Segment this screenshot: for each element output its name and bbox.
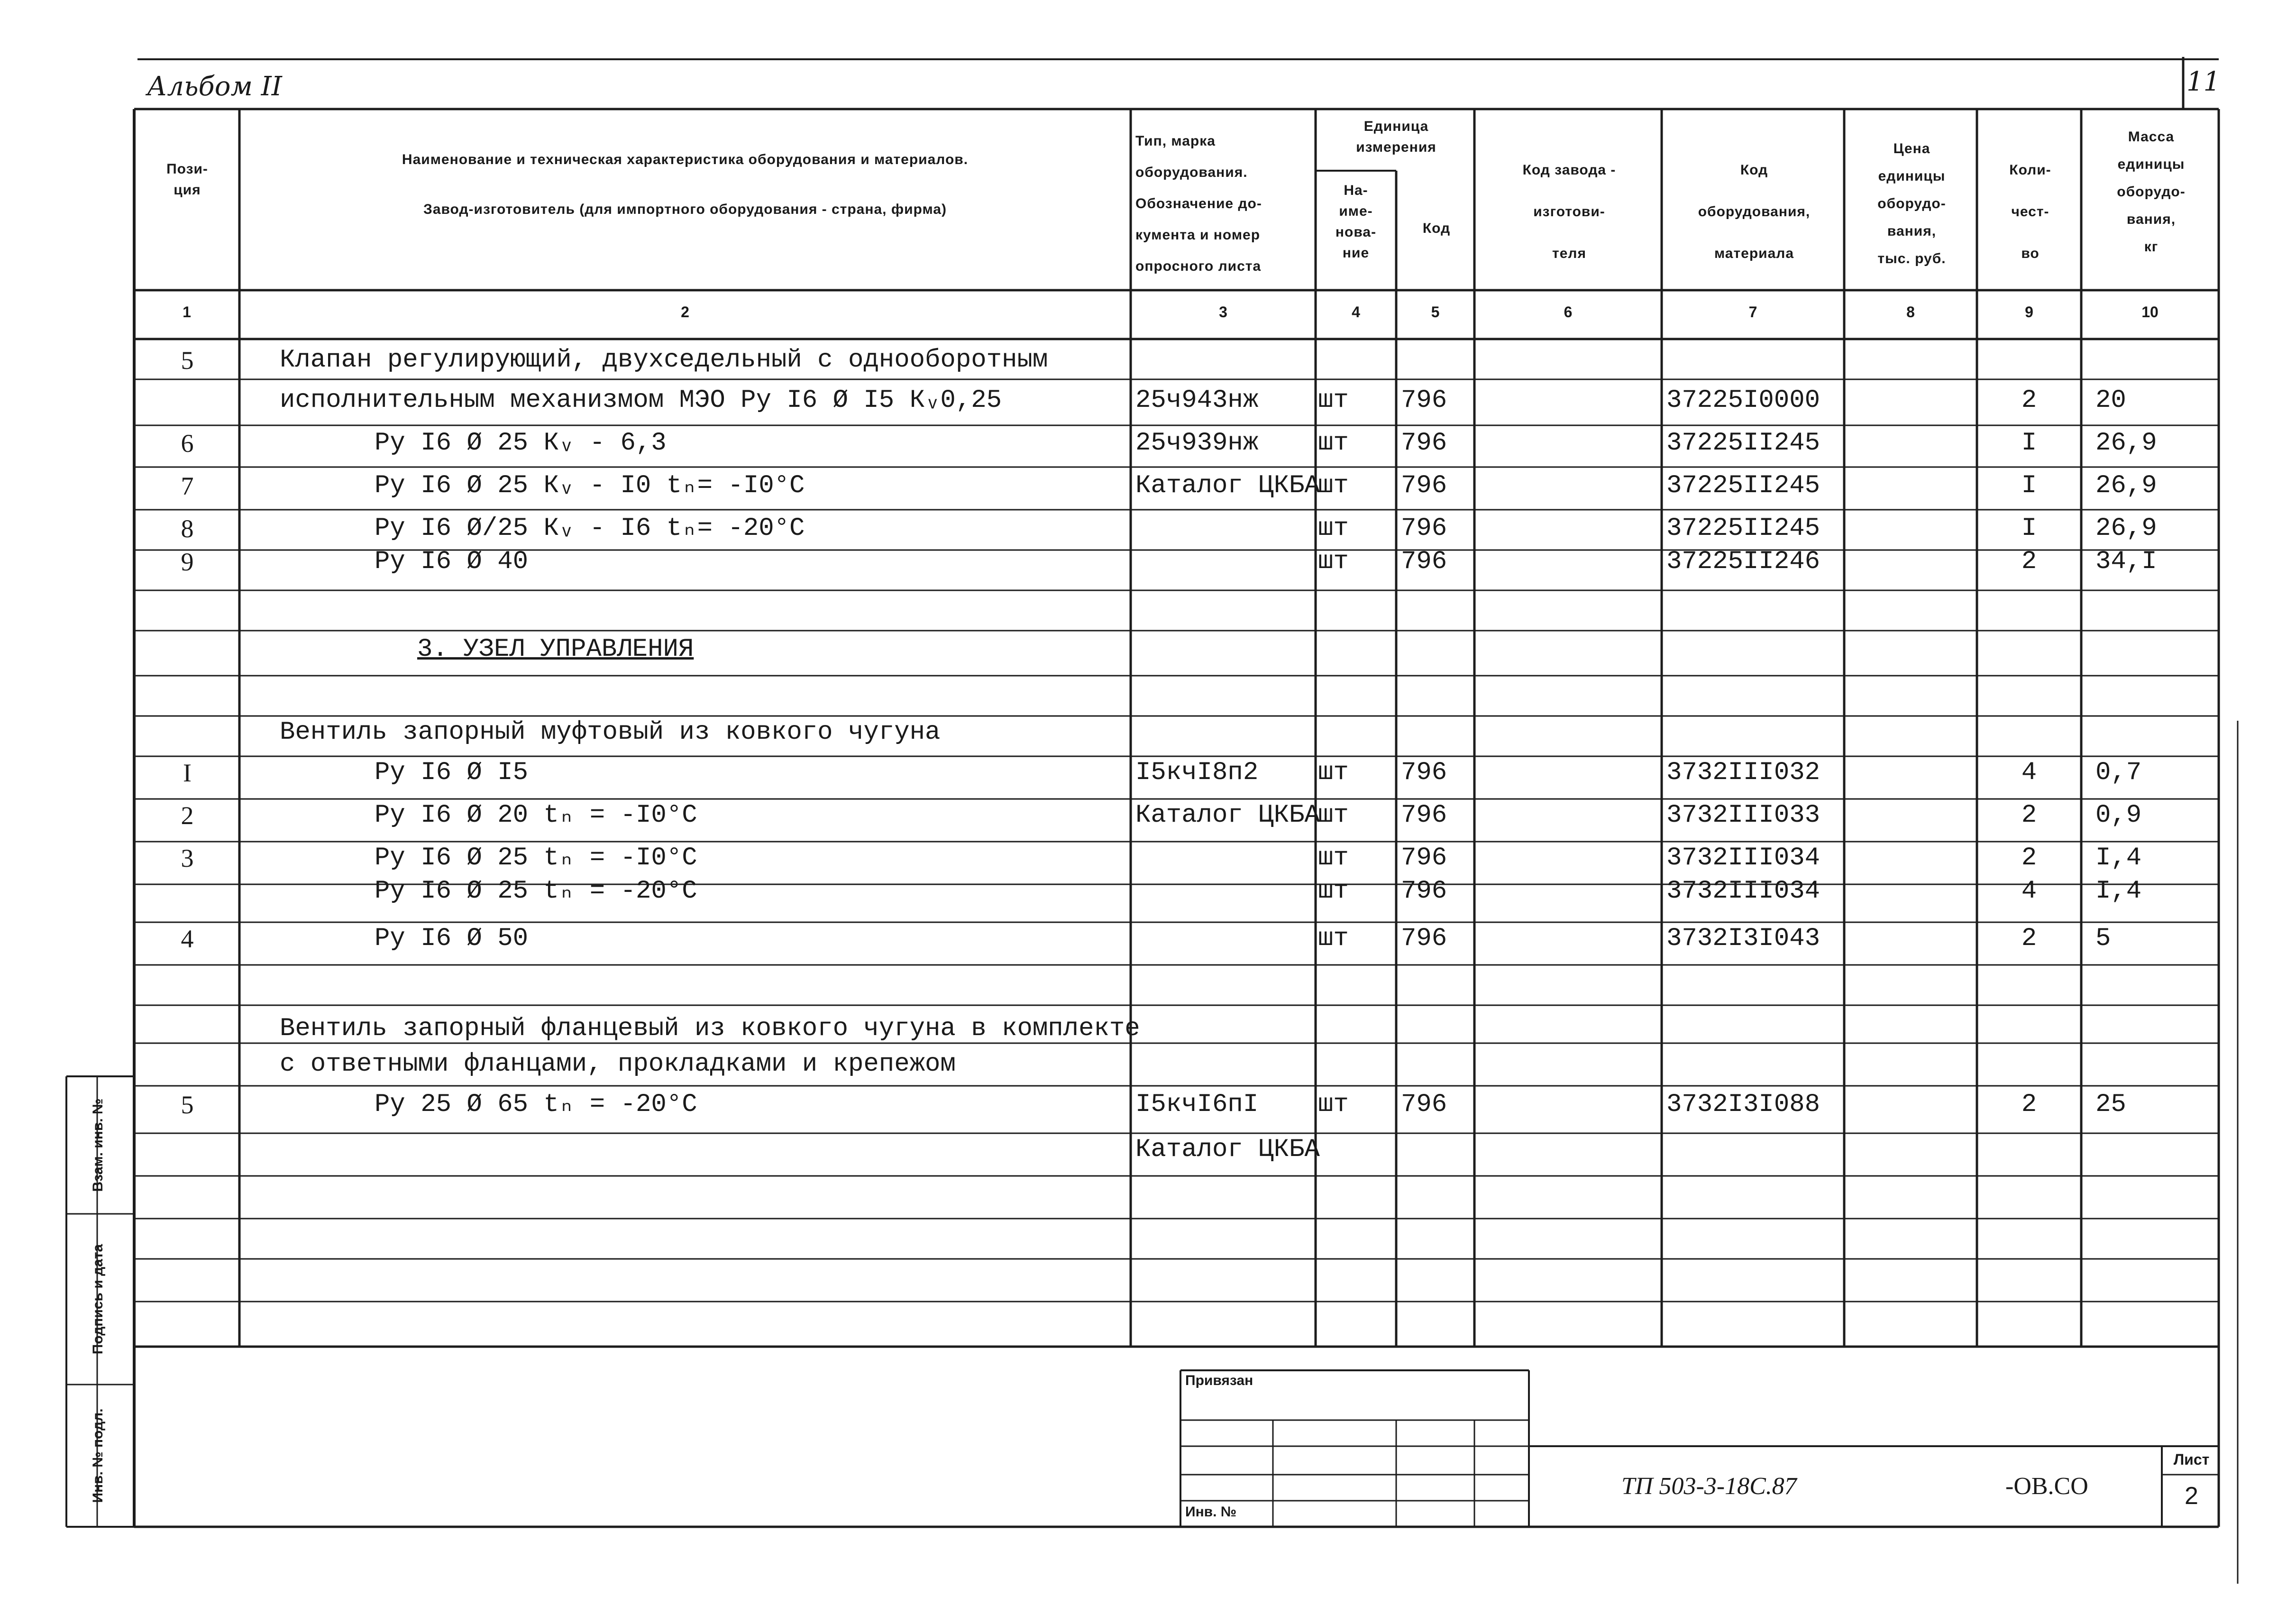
header-col-unit-code: Код [1422,220,1451,236]
header-col-name-line2: Завод-изготовитель (для импортного оборудования - страна, фирма) [423,202,947,217]
cell-unit-code: 796 [1401,801,1447,830]
cell-name: 3. УЗЕЛ УПРАВЛЕНИЯ [417,635,694,664]
cell-position: 7 [181,472,194,500]
cell-equipment-code: 37225II245 [1666,514,1820,543]
header-col-quantity: Коли- чест- во [2009,162,2051,261]
cell-mass: 5 [2095,924,2111,953]
cell-unit: шт [1318,1090,1349,1119]
cell-name: Ру I6 Ø 25 Кᵥ - 6,3 [375,429,667,458]
cell-position: 4 [181,925,194,953]
cell-mass: I,4 [2095,844,2142,872]
column-number: 1 [183,303,191,321]
cell-name: Клапан регулирующий, двухседельный с однооборотным [280,346,1048,375]
cell-equipment-code: 3732III034 [1666,844,1820,872]
cell-equipment-code: 37225II245 [1666,429,1820,458]
cell-quantity: 2 [2021,844,2037,872]
cell-unit: шт [1318,924,1349,953]
side-stamp-podpis: Подпись и дата [90,1244,106,1355]
cell-unit-code: 796 [1401,758,1447,787]
document-suffix: -ОВ.СО [2005,1473,2088,1500]
cell-type: 25ч939нж [1135,429,1259,458]
cell-type: 25ч943нж [1135,386,1259,415]
cell-unit: шт [1318,514,1349,543]
cell-quantity: 2 [2021,801,2037,830]
cell-position: 5 [181,1091,194,1119]
cell-mass: 0,9 [2095,801,2142,830]
column-number: 3 [1219,303,1227,321]
cell-equipment-code: 3732I3I043 [1666,924,1820,953]
cell-name: Вентиль запорный муфтовый из ковкого чугуна [280,718,941,747]
cell-quantity: 2 [2021,924,2037,953]
cell-name: исполнительным механизмом МЭО Ру I6 Ø I5 Кᵥ0,25 [280,386,1002,415]
cell-unit-code: 796 [1401,877,1447,906]
cell-unit: шт [1318,471,1349,500]
cell-name: Ру I6 Ø I5 [375,758,529,787]
header-col-type: Тип, марка оборудования. Обозначение до- кумента и номер опросного листа [1135,133,1262,274]
cell-mass: 20 [2095,386,2126,415]
column-number: 6 [1564,303,1573,321]
cell-unit-code: 796 [1401,386,1447,415]
cell-mass: 26,9 [2095,514,2157,543]
cell-equipment-code: 37225I0000 [1666,386,1820,415]
header-col-mass: Масса единицы оборудо- вания, кг [2117,129,2186,255]
title-block-privyazan: Привязан [1185,1373,1253,1388]
column-number: 7 [1748,303,1757,321]
cell-quantity: 2 [2021,386,2037,415]
cell-quantity: 4 [2021,877,2037,906]
cell-quantity: I [2021,471,2037,500]
side-stamp-vzam: Взам. инв. № [90,1098,106,1192]
cell-name: Ру I6 Ø 25 tₙ = -20°C [375,877,697,906]
cell-unit: шт [1318,429,1349,458]
cell-equipment-code: 3732III032 [1666,758,1820,787]
cell-mass: 25 [2095,1090,2126,1119]
cell-name: Ру I6 Ø 20 tₙ = -I0°C [375,801,697,830]
sheet-label: Лист [2173,1451,2210,1468]
column-number: 5 [1431,303,1440,321]
cell-name: с ответными фланцами, прокладками и крепежом [280,1050,956,1079]
cell-type: I5кчI8п2 [1135,758,1259,787]
header-col-unit-group: Единица измерения [1356,119,1436,155]
cell-type: Каталог ЦКБА [1135,1135,1320,1164]
cell-unit: шт [1318,386,1349,415]
cell-type: Каталог ЦКБА [1135,801,1320,830]
cell-equipment-code: 3732III033 [1666,801,1820,830]
cell-unit-code: 796 [1401,547,1447,576]
cell-type: Каталог ЦКБА [1135,471,1320,500]
header-col-unit-name: На- име- нова- ние [1335,183,1377,261]
column-number: 2 [681,303,689,321]
cell-mass: 26,9 [2095,471,2157,500]
title-block-inv-no: Инв. № [1185,1504,1237,1520]
column-number: 4 [1352,303,1360,321]
cell-position: 9 [181,548,194,576]
cell-type: I5кчI6пI [1135,1090,1259,1119]
column-number: 8 [1906,303,1915,321]
cell-name: Ру I6 Ø 40 [375,547,529,576]
album-label: Альбом II [147,71,282,102]
header-col-price: Цена единицы оборудо- вания, тыс. руб. [1877,141,1946,266]
page-number-top: 11 [2186,66,2221,97]
cell-quantity: I [2021,429,2037,458]
column-number: 9 [2025,303,2033,321]
cell-quantity: I [2021,514,2037,543]
cell-equipment-code: 3732I3I088 [1666,1090,1820,1119]
cell-name: Ру 25 Ø 65 tₙ = -20°C [375,1090,697,1119]
cell-unit-code: 796 [1401,471,1447,500]
cell-name: Ру I6 Ø 50 [375,924,529,953]
header-col-factory-code: Код завода - изготови- теля [1522,162,1616,261]
cell-quantity: 4 [2021,758,2037,787]
cell-mass: 0,7 [2095,758,2142,787]
cell-position: 5 [181,346,194,375]
cell-name: Ру I6 Ø/25 Кᵥ - I6 tₙ= -20°C [375,514,805,543]
cell-unit: шт [1318,758,1349,787]
cell-quantity: 2 [2021,1090,2037,1119]
document-code: ТП 503-3-18С.87 [1621,1473,1797,1500]
cell-position: 3 [181,844,194,872]
cell-position: 8 [181,514,194,543]
cell-mass: 34,I [2095,547,2157,576]
cell-name: Ру I6 Ø 25 Кᵥ - I0 tₙ= -I0°C [375,471,805,500]
side-stamp-inv-podl: Инв. № подл. [90,1408,106,1503]
sheet-number: 2 [2185,1482,2198,1510]
cell-position: 2 [181,801,194,830]
cell-unit-code: 796 [1401,514,1447,543]
cell-unit: шт [1318,844,1349,872]
header-col-equipment-code: Код оборудования, материала [1698,162,1811,261]
cell-unit-code: 796 [1401,924,1447,953]
column-number: 10 [2141,303,2159,321]
cell-quantity: 2 [2021,547,2037,576]
header-col-position: Пози- ция [166,161,208,198]
cell-unit: шт [1318,547,1349,576]
header-col-name-line1: Наименование и техническая характеристика оборудования и материалов. [402,152,969,167]
cell-unit: шт [1318,877,1349,906]
cell-name: Ру I6 Ø 25 tₙ = -I0°C [375,844,697,872]
cell-position: 6 [181,429,194,458]
cell-equipment-code: 3732III034 [1666,877,1820,906]
cell-equipment-code: 37225II246 [1666,547,1820,576]
cell-name: Вентиль запорный фланцевый из ковкого чугуна в комплекте [280,1014,1140,1043]
cell-unit-code: 796 [1401,844,1447,872]
cell-position: I [183,759,192,787]
cell-mass: 26,9 [2095,429,2157,458]
cell-unit-code: 796 [1401,429,1447,458]
cell-equipment-code: 37225II245 [1666,471,1820,500]
cell-unit-code: 796 [1401,1090,1447,1119]
cell-mass: I,4 [2095,877,2142,906]
cell-unit: шт [1318,801,1349,830]
